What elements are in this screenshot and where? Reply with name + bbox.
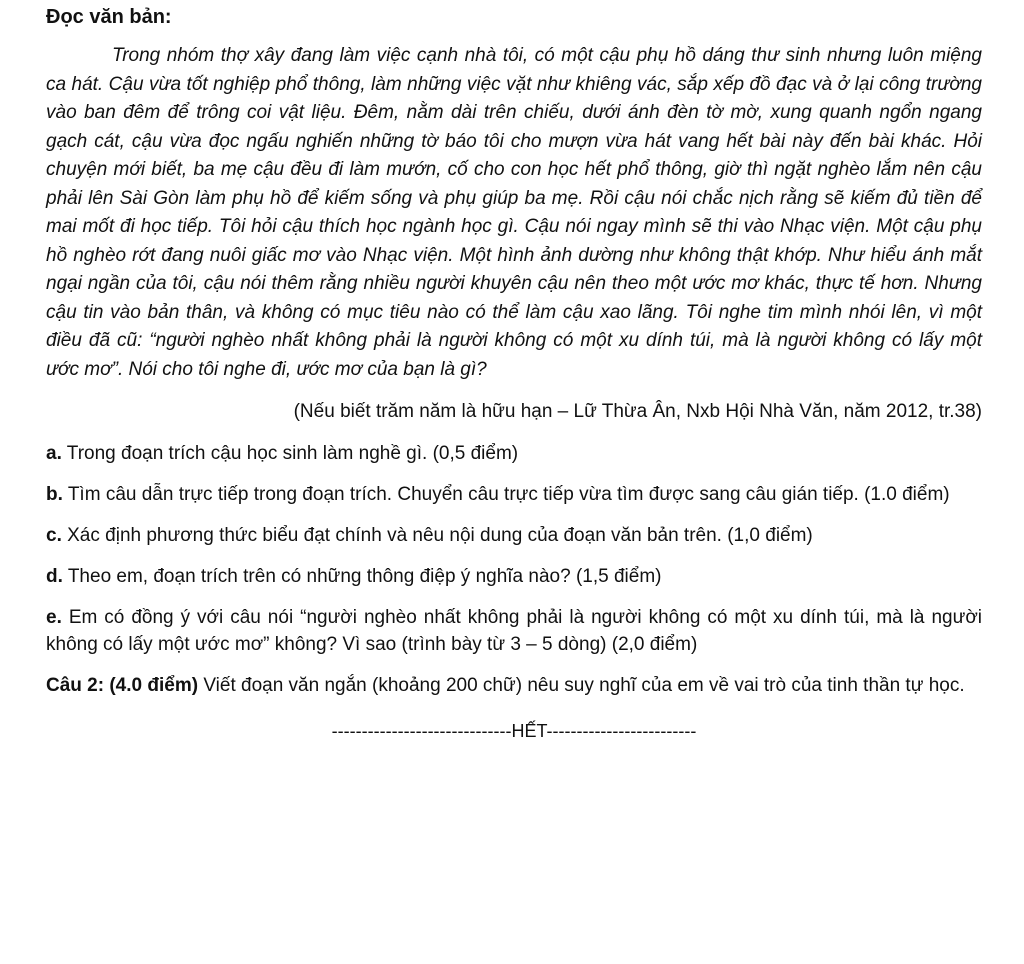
question-text: Em có đồng ý với câu nói “người nghèo nhất không phải là người không có một xu dính túi, mà là người không có lấy một ước mơ” không? Vì sao (trình bày từ 3 – 5 dòng) (2,0 điểm) [46,607,982,655]
question-text: Xác định phương thức biểu đạt chính và nêu nội dung của đoạn văn bản trên. (1,0 điểm) [61,525,813,546]
question-d [46,563,982,590]
question-c [46,522,982,549]
question-label: e. [46,607,62,628]
exam-document [46,4,982,743]
question-2-label: Câu 2: (4.0 điểm) [46,675,199,696]
end-marker: ------------------------------HẾT------------------------- [331,721,697,741]
question-2 [46,672,982,699]
question-label: d. [46,566,63,587]
question-b [46,481,982,508]
question-label: a. [46,443,62,464]
question-text: Theo em, đoạn trích trên có những thông điệp ý nghĩa nào? (1,5 điểm) [62,566,662,587]
question-text: Trong đoạn trích cậu học sinh làm nghề gì. (0,5 điểm) [61,443,519,464]
question-text: Tìm câu dẫn trực tiếp trong đoạn trích. Chuyển câu trực tiếp vừa tìm được sang câu gián tiếp. (1.0 điểm) [62,484,950,505]
question-2-text: Viết đoạn văn ngắn (khoảng 200 chữ) nêu suy nghĩ của em về vai trò của tinh thần tự học. [198,675,965,696]
section-heading: Đọc văn bản: [46,6,172,28]
question-label: c. [46,525,62,546]
question-e [46,604,982,658]
reading-passage: Trong nhóm thợ xây đang làm việc cạnh nhà tôi, có một cậu phụ hồ dáng thư sinh nhưng luôn miệng ca hát. Cậu vừa tốt nghiệp phổ thông, làm những việc vặt như khiêng vác, sắp xếp đồ đạc và ở lại công trường vào ban đêm để trông coi vật liệu. Đêm, nằm dài trên chiếu, dưới ánh đèn tờ mờ, xung quanh ngổn ngang gạch cát, cậu vừa đọc ngấu nghiến những tờ báo tôi cho mượn vừa hát vang hết bài này đến bài khác. Hỏi chuyện mới biết, ba mẹ cậu đều đi làm mướn, cố cho con học hết phổ thông, giờ thì ngặt nghèo lắm nên cậu phải lên Sài Gòn làm phụ hồ để kiếm sống và phụ giúp ba mẹ. Rồi cậu nói chắc nịch rằng sẽ kiếm đủ tiền để mai mốt đi học tiếp. Tôi hỏi cậu thích học ngành học gì. Cậu nói ngay mình sẽ thi vào Nhạc viện. Một cậu phụ hồ nghèo rớt đang nuôi giấc mơ vào Nhạc viện. Một hình ảnh dường như không thật khớp. Như hiểu ánh mắt ngại ngần của tôi, cậu nói thêm rằng nhiều người khuyên cậu nên theo một ước mơ khác, thực tế hơn. Nhưng cậu tin vào bản thân, và không có mục tiêu nào có thể làm cậu xao lãng. Tôi nghe tim mình nhói lên, vì một điều đã cũ: “người nghèo nhất không phải là người không có một xu dính túi, mà là người không có lấy một ước mơ”. Nói cho tôi nghe đi, ước mơ của bạn là gì? [46,45,982,380]
question-a [46,440,982,467]
passage-source: (Nếu biết trăm năm là hữu hạn – Lữ Thừa Ân, Nxb Hội Nhà Văn, năm 2012, tr.38) [293,401,982,422]
question-label: b. [46,484,63,505]
